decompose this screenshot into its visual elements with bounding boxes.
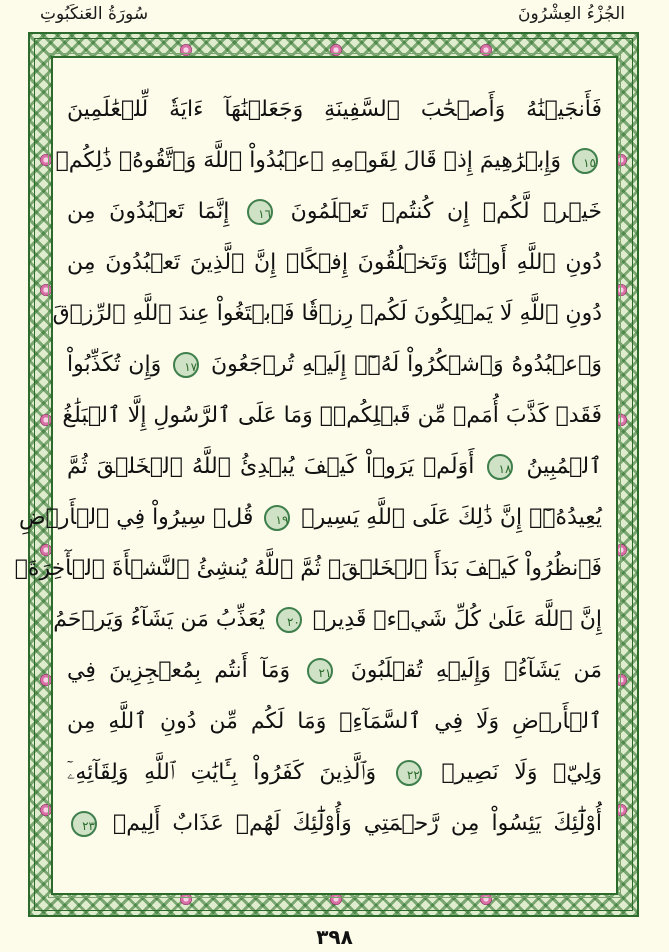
ayah-marker: ٢٣ [71,811,97,837]
verse-line-5: دُونِ ٱللَّهِ لَا يَمۡلِكُونَ لَكُمۡ رِزۡقٗا فَٱبۡتَغُواْ عِندَ ٱللَّهِ ٱلرِّزۡقَ [52,301,602,326]
verse-line-9: يُعِيدُهُۥٓۚ إِنَّ ذَٰلِكَ عَلَى ٱللَّهِ يَسِيرٞ ١٩ قُلۡ سِيرُواْ فِي ٱلۡأَرۡضِ [19,505,602,530]
ayah-marker: ٢٠ [276,607,302,633]
verse-line-2: ١٥ وَإِبۡرَٰهِيمَ إِذۡ قَالَ لِقَوۡمِهِ ٱعۡبُدُواْ ٱللَّهَ وَٱتَّقُوهُۖ ذَٰلِكُمۡ [55,148,596,173]
ayah-marker: ١٧ [173,352,199,378]
verse-line-1: فَأَنجَيۡنَٰهُ وَأَصۡحَٰبَ ٱلسَّفِينَةِ وَجَعَلۡنَٰهَآ ءَايَةٗ لِّلۡعَٰلَمِينَ [67,97,602,122]
verse-line-6: وَٱعۡبُدُوهُ وَٱشۡكُرُواْ لَهُۥٓۖ إِلَيۡهِ تُرۡجَعُونَ ١٧ وَإِن تُكَذِّبُواْ [67,352,602,377]
verse-line-3: خَيۡرٞ لَّكُمۡ إِن كُنتُمۡ تَعۡلَمُونَ ١٦ إِنَّمَا تَعۡبُدُونَ مِن [67,199,602,224]
ayah-marker: ١٨ [487,454,513,480]
ayah-marker: ٢٢ [396,760,422,786]
ayah-marker: ٢١ [307,658,333,684]
ayah-marker: ١٦ [247,199,273,225]
quran-text-panel [14,56,618,895]
verse-line-11: إِنَّ ٱللَّهَ عَلَىٰ كُلِّ شَيۡءٖ قَدِيرٞ ٢٠ يُعَذِّبُ مَن يَشَآءُ وَيَرۡحَمُ [53,607,602,632]
verse-line-10: فَٱنظُرُواْ كَيۡفَ بَدَأَ ٱلۡخَلۡقَۚ ثُمَّ ٱللَّهُ يُنشِئُ ٱلنَّشۡأَةَ ٱلۡأٓخِرَةَۚ [14,556,602,581]
verse-line-7: فَقَدۡ كَذَّبَ أُمَمٞ مِّن قَبۡلِكُمۡۖ وَمَا عَلَى ٱلرَّسُولِ إِلَّا ٱلۡبَلَٰغُ [62,403,602,428]
flower-ornament-icon [180,44,192,56]
surah-header: سُورَةُ العَنكَبُوتِ [40,4,149,24]
verse-line-13: ٱلۡأَرۡضِ وَلَا فِي ٱلسَّمَآءِۖ وَمَا لَكُم مِّن دُونِ ٱللَّهِ مِن [67,709,602,734]
verse-line-15: أُوْلَٰٓئِكَ يَئِسُواْ مِن رَّحۡمَتِي وَأُوْلَٰٓئِكَ لَهُمۡ عَذَابٌ أَلِيمٞ ٢٣ [67,802,602,846]
verse-line-8: ٱلۡمُبِينُ ١٨ أَوَلَمۡ يَرَوۡاْ كَيۡفَ يُبۡدِئُ ٱللَّهُ ٱلۡخَلۡقَ ثُمَّ [67,454,602,479]
juz-header: الجُزْءُ العِشْرُونَ [518,4,625,24]
flower-ornament-icon [480,44,492,56]
flower-ornament-icon [330,44,342,56]
verse-line-12: مَن يَشَآءُۖ وَإِلَيۡهِ تُقۡلَبُونَ ٢١ وَمَآ أَنتُم بِمُعۡجِزِينَ فِي [67,658,603,683]
verse-line-4: دُونِ ٱللَّهِ أَوۡثَٰنٗا وَتَخۡلُقُونَ إِفۡكًاۚ إِنَّ ٱلَّذِينَ تَعۡبُدُونَ مِن [67,250,602,275]
ayah-marker: ١٩ [264,505,290,531]
page-number: ٣٩٨ [316,925,353,949]
verse-line-14: وَلِيّٖ وَلَا نَصِيرٖ ٢٢ وَٱلَّذِينَ كَفَرُواْ بِـَٔايَٰتِ ٱللَّهِ وَلِقَآئِهِۦٓ [67,760,602,785]
ayah-marker: ١٥ [572,148,598,174]
